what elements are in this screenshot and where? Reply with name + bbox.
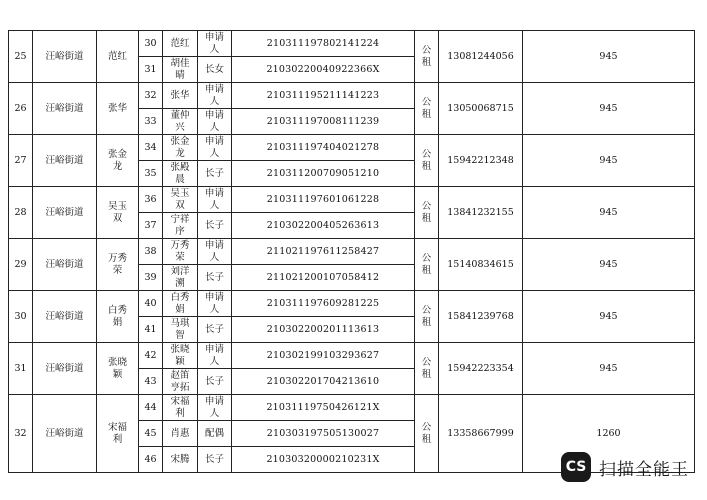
street-cell	[33, 239, 97, 291]
relation-cell	[198, 291, 232, 317]
member-index-cell-text: 36	[144, 193, 157, 205]
amount-cell-text: 945	[599, 154, 618, 166]
member-name-cell-text: 赵笛亨拓	[170, 369, 190, 393]
id-number-cell	[232, 343, 415, 369]
street-cell	[33, 83, 97, 135]
tenure-type-cell-text: 公租	[421, 96, 432, 120]
street-cell	[33, 395, 97, 473]
group-number-cell-text: 27	[14, 154, 27, 166]
id-number-cell	[232, 187, 415, 213]
member-name-cell-text: 宋福利	[170, 395, 190, 419]
member-index-cell-text: 31	[144, 63, 157, 75]
amount-cell	[523, 83, 695, 135]
applicant-cell	[97, 343, 139, 395]
member-index-cell	[139, 109, 163, 135]
member-index-cell	[139, 421, 163, 447]
phone-cell	[439, 395, 523, 473]
relation-cell	[198, 213, 232, 239]
relation-cell	[198, 343, 232, 369]
relation-cell-text: 申请人	[204, 187, 224, 211]
group-number-cell	[9, 395, 33, 473]
tenure-type-cell	[415, 239, 439, 291]
member-index-cell	[139, 57, 163, 83]
tenure-type-cell	[415, 395, 439, 473]
relation-cell-text: 申请人	[204, 109, 224, 133]
member-index-cell-text: 39	[144, 271, 157, 283]
member-index-cell-text: 33	[144, 115, 157, 127]
member-index-cell	[139, 161, 163, 187]
amount-cell	[523, 343, 695, 395]
amount-cell-text: 945	[599, 206, 618, 218]
tenure-type-cell-text: 公租	[421, 44, 432, 68]
member-name-cell-text: 肖惠	[170, 427, 190, 439]
group-number-cell	[9, 135, 33, 187]
group-number-cell-text: 29	[14, 258, 27, 270]
amount-cell-text: 945	[599, 362, 618, 374]
group-number-cell	[9, 31, 33, 83]
phone-cell-text: 13358667999	[447, 427, 514, 439]
street-cell-text: 汪峪街道	[45, 102, 84, 114]
phone-cell-text: 13081244056	[447, 50, 514, 62]
member-name-cell-text: 张金龙	[170, 135, 190, 159]
relation-cell-text: 长子	[204, 375, 224, 387]
relation-cell	[198, 447, 232, 473]
member-index-cell	[139, 265, 163, 291]
amount-cell-text: 945	[599, 258, 618, 270]
applicant-cell	[97, 83, 139, 135]
id-number-cell-text: 210302200405263613	[266, 219, 380, 231]
relation-cell-text: 长子	[204, 323, 224, 335]
relation-cell-text: 长子	[204, 271, 224, 283]
street-cell-text: 汪峪街道	[45, 50, 84, 62]
tenure-type-cell-text: 公租	[421, 356, 432, 380]
member-name-cell-text: 张晓颖	[170, 343, 190, 367]
relation-cell	[198, 187, 232, 213]
member-index-cell-text: 30	[144, 37, 157, 49]
tenure-type-cell	[415, 187, 439, 239]
relation-cell	[198, 265, 232, 291]
member-index-cell	[139, 395, 163, 421]
relation-cell	[198, 57, 232, 83]
tenure-type-cell-text: 公租	[421, 421, 432, 445]
relation-cell	[198, 317, 232, 343]
member-index-cell-text: 37	[144, 219, 157, 231]
phone-cell-text: 13050068715	[447, 102, 514, 114]
member-name-cell	[163, 161, 198, 187]
relation-cell	[198, 31, 232, 57]
group-number-cell	[9, 239, 33, 291]
id-number-cell-text: 210303197505130027	[266, 427, 380, 439]
housing-subsidy-table	[8, 30, 695, 473]
phone-cell-text: 15140834615	[447, 258, 514, 270]
amount-cell-text: 945	[599, 102, 618, 114]
member-name-cell	[163, 187, 198, 213]
tenure-type-cell	[415, 31, 439, 83]
amount-cell	[523, 187, 695, 239]
member-name-cell	[163, 239, 198, 265]
camscanner-logo-icon: CS	[561, 452, 591, 482]
id-number-cell-text: 210311197601061228	[266, 193, 380, 205]
applicant-cell-text: 范红	[107, 50, 127, 62]
group-number-cell	[9, 291, 33, 343]
tenure-type-cell	[415, 83, 439, 135]
phone-cell	[439, 83, 523, 135]
member-name-cell-text: 万秀荣	[170, 239, 190, 263]
member-name-cell	[163, 57, 198, 83]
member-name-cell-text: 董仲兴	[170, 109, 190, 133]
member-name-cell-text: 刘洋溯	[170, 265, 190, 289]
member-index-cell	[139, 31, 163, 57]
id-number-cell	[232, 109, 415, 135]
relation-cell	[198, 369, 232, 395]
amount-cell-text: 1260	[596, 427, 621, 439]
street-cell	[33, 291, 97, 343]
id-number-cell	[232, 161, 415, 187]
member-name-cell	[163, 421, 198, 447]
relation-cell-text: 长子	[204, 453, 224, 465]
amount-cell	[523, 239, 695, 291]
group-number-cell	[9, 343, 33, 395]
applicant-cell-text: 宋福利	[107, 421, 127, 445]
relation-cell	[198, 109, 232, 135]
tenure-type-cell-text: 公租	[421, 252, 432, 276]
member-index-cell-text: 38	[144, 245, 157, 257]
tenure-type-cell	[415, 135, 439, 187]
phone-cell-text: 13841232155	[447, 206, 514, 218]
table-row	[9, 343, 695, 369]
applicant-cell	[97, 187, 139, 239]
applicant-cell	[97, 395, 139, 473]
tenure-type-cell-text: 公租	[421, 200, 432, 224]
id-number-cell-text: 210311197008111239	[266, 115, 380, 127]
member-index-cell	[139, 135, 163, 161]
group-number-cell	[9, 187, 33, 239]
member-index-cell-text: 45	[144, 427, 157, 439]
id-number-cell	[232, 239, 415, 265]
group-number-cell-text: 30	[14, 310, 27, 322]
id-number-cell	[232, 447, 415, 473]
member-name-cell	[163, 395, 198, 421]
street-cell-text: 汪峪街道	[45, 362, 84, 374]
relation-cell	[198, 135, 232, 161]
relation-cell-text: 申请人	[204, 395, 224, 419]
member-name-cell-text: 吴玉双	[170, 187, 190, 211]
group-number-cell-text: 25	[14, 50, 27, 62]
member-index-cell-text: 42	[144, 349, 157, 361]
street-cell	[33, 31, 97, 83]
relation-cell-text: 配偶	[204, 427, 224, 439]
member-index-cell-text: 41	[144, 323, 157, 335]
member-index-cell-text: 34	[144, 141, 157, 153]
id-number-cell-text: 210311195211141223	[266, 89, 380, 101]
member-index-cell-text: 40	[144, 297, 157, 309]
id-number-cell-text: 210311200709051210	[266, 167, 380, 179]
applicant-cell-text: 吴玉双	[107, 200, 127, 224]
id-number-cell	[232, 265, 415, 291]
relation-cell-text: 长女	[204, 63, 224, 75]
member-name-cell-text: 马琪智	[170, 317, 190, 341]
relation-cell	[198, 161, 232, 187]
tenure-type-cell	[415, 291, 439, 343]
member-name-cell-text: 宁祥序	[170, 213, 190, 237]
member-name-cell	[163, 317, 198, 343]
member-name-cell	[163, 135, 198, 161]
member-index-cell-text: 32	[144, 89, 157, 101]
amount-cell	[523, 291, 695, 343]
relation-cell-text: 申请人	[204, 291, 224, 315]
id-number-cell-text: 21030220040922366X	[266, 63, 380, 75]
id-number-cell	[232, 213, 415, 239]
applicant-cell-text: 张华	[107, 102, 127, 114]
amount-cell	[523, 31, 695, 83]
id-number-cell-text: 21031119750426121X	[266, 401, 380, 413]
id-number-cell	[232, 31, 415, 57]
id-number-cell	[232, 317, 415, 343]
street-cell-text: 汪峪街道	[45, 154, 84, 166]
id-number-cell-text: 210311197802141224	[266, 37, 380, 49]
member-name-cell	[163, 109, 198, 135]
group-number-cell	[9, 83, 33, 135]
member-name-cell	[163, 369, 198, 395]
id-number-cell-text: 210302199103293627	[266, 349, 380, 361]
applicant-cell-text: 白秀娟	[107, 304, 127, 328]
applicant-cell-text: 万秀荣	[107, 252, 127, 276]
tenure-type-cell	[415, 343, 439, 395]
amount-cell	[523, 135, 695, 187]
phone-cell-text: 15841239768	[447, 310, 514, 322]
street-cell-text: 汪峪街道	[45, 427, 84, 439]
member-index-cell	[139, 187, 163, 213]
table-row	[9, 135, 695, 161]
member-index-cell	[139, 447, 163, 473]
table-row	[9, 31, 695, 57]
phone-cell	[439, 187, 523, 239]
applicant-cell	[97, 291, 139, 343]
relation-cell	[198, 395, 232, 421]
member-name-cell-text: 宋腾	[170, 453, 190, 465]
member-index-cell	[139, 239, 163, 265]
member-name-cell	[163, 31, 198, 57]
amount-cell-text: 945	[599, 50, 618, 62]
relation-cell-text: 申请人	[204, 239, 224, 263]
member-name-cell	[163, 83, 198, 109]
member-name-cell	[163, 343, 198, 369]
group-number-cell-text: 31	[14, 362, 27, 374]
applicant-cell	[97, 239, 139, 291]
group-number-cell-text: 26	[14, 102, 27, 114]
street-cell	[33, 187, 97, 239]
member-name-cell-text: 白秀娟	[170, 291, 190, 315]
member-index-cell	[139, 83, 163, 109]
relation-cell	[198, 421, 232, 447]
phone-cell	[439, 239, 523, 291]
group-number-cell-text: 32	[14, 427, 27, 439]
id-number-cell	[232, 369, 415, 395]
amount-cell-text: 945	[599, 310, 618, 322]
street-cell	[33, 135, 97, 187]
member-index-cell	[139, 213, 163, 239]
tenure-type-cell-text: 公租	[421, 148, 432, 172]
table-row	[9, 239, 695, 265]
member-index-cell-text: 46	[144, 453, 157, 465]
group-number-cell-text: 28	[14, 206, 27, 218]
member-name-cell	[163, 213, 198, 239]
id-number-cell	[232, 395, 415, 421]
id-number-cell	[232, 291, 415, 317]
relation-cell-text: 长子	[204, 219, 224, 231]
member-name-cell-text: 张华	[170, 89, 190, 101]
relation-cell	[198, 239, 232, 265]
member-name-cell	[163, 291, 198, 317]
relation-cell-text: 申请人	[204, 31, 224, 55]
relation-cell-text: 长子	[204, 167, 224, 179]
phone-cell	[439, 31, 523, 83]
table-row	[9, 291, 695, 317]
id-number-cell	[232, 135, 415, 161]
street-cell-text: 汪峪街道	[45, 206, 84, 218]
member-index-cell	[139, 317, 163, 343]
table-row	[9, 395, 695, 421]
member-name-cell	[163, 447, 198, 473]
member-name-cell-text: 胡佳晴	[170, 57, 190, 81]
member-name-cell-text: 张殿晨	[170, 161, 190, 185]
street-cell	[33, 343, 97, 395]
id-number-cell-text: 210311197609281225	[266, 297, 380, 309]
relation-cell	[198, 83, 232, 109]
tenure-type-cell-text: 公租	[421, 304, 432, 328]
watermark-text: 扫描全能王	[599, 459, 689, 480]
phone-cell	[439, 135, 523, 187]
id-number-cell-text: 210302200201113613	[266, 323, 380, 335]
id-number-cell-text: 210311197404021278	[266, 141, 380, 153]
member-name-cell	[163, 265, 198, 291]
phone-cell-text: 15942212348	[447, 154, 514, 166]
id-number-cell	[232, 57, 415, 83]
relation-cell-text: 申请人	[204, 135, 224, 159]
member-index-cell	[139, 291, 163, 317]
table-row	[9, 83, 695, 109]
phone-cell	[439, 343, 523, 395]
id-number-cell	[232, 421, 415, 447]
table-row	[9, 187, 695, 213]
applicant-cell	[97, 31, 139, 83]
member-index-cell-text: 44	[144, 401, 157, 413]
id-number-cell-text: 211021197611258427	[266, 245, 380, 257]
applicant-cell	[97, 135, 139, 187]
id-number-cell	[232, 83, 415, 109]
phone-cell-text: 15942223354	[447, 362, 514, 374]
id-number-cell-text: 211021200107058412	[266, 271, 380, 283]
camscanner-watermark	[561, 452, 689, 482]
member-index-cell-text: 43	[144, 375, 157, 387]
phone-cell	[439, 291, 523, 343]
id-number-cell-text: 210302201704213610	[266, 375, 380, 387]
applicant-cell-text: 张晓颖	[107, 356, 127, 380]
relation-cell-text: 申请人	[204, 83, 224, 107]
id-number-cell-text: 21030320000210231X	[266, 453, 380, 465]
street-cell-text: 汪峪街道	[45, 310, 84, 322]
applicant-cell-text: 张金龙	[107, 148, 127, 172]
relation-cell-text: 申请人	[204, 343, 224, 367]
member-index-cell	[139, 343, 163, 369]
street-cell-text: 汪峪街道	[45, 258, 84, 270]
member-index-cell-text: 35	[144, 167, 157, 179]
member-name-cell-text: 范红	[170, 37, 190, 49]
member-index-cell	[139, 369, 163, 395]
